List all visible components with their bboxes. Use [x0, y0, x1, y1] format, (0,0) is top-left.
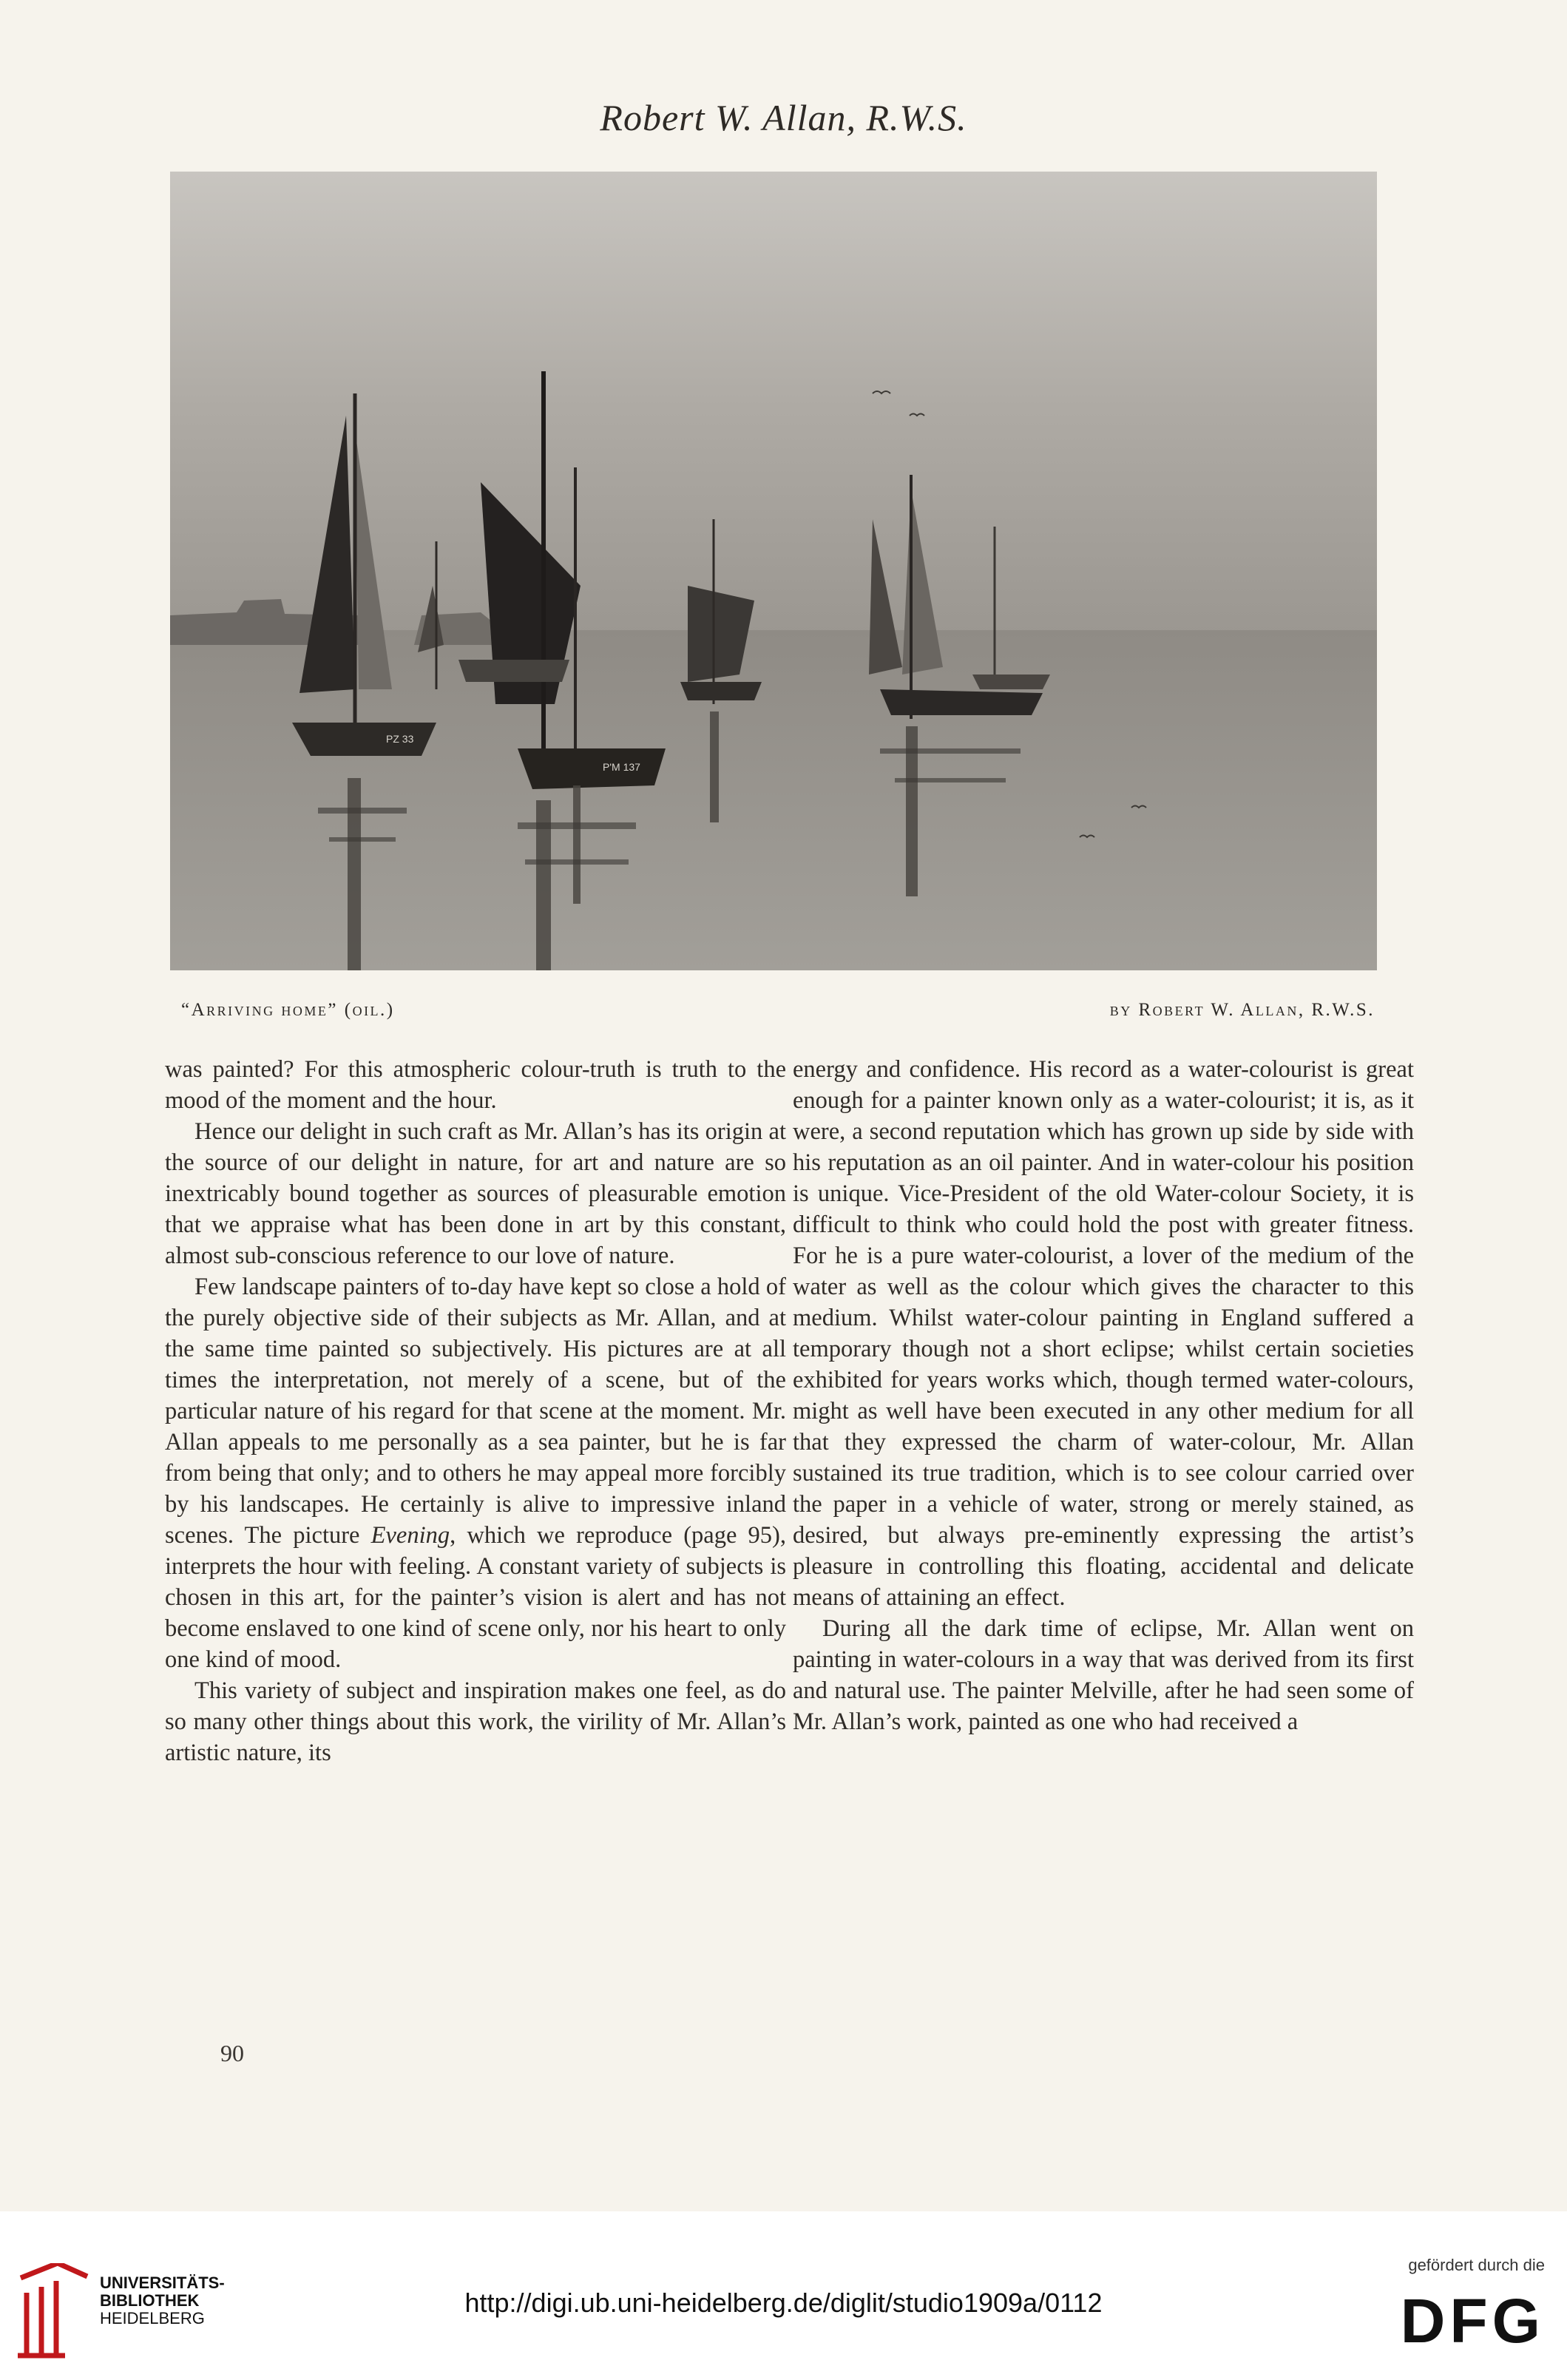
page-number: 90 — [220, 2040, 244, 2066]
painting-title-evening: Evening — [370, 1522, 450, 1549]
painting-arriving-home — [170, 172, 1377, 970]
source-url-link[interactable]: http://digi.ub.uni-heidelberg.de/diglit/studio1909a/0112 — [464, 2288, 1103, 2318]
paragraph — [165, 1271, 786, 1675]
plate-caption-title: “Arriving home” (oil.) — [181, 1000, 395, 1020]
paragraph: Hence our delight in such craft as Mr. Allan’s has its origin at the source of our delight in nature, for art and nature are so inextricably bound together as sources of pleasurable emotion that we appraise what has been done in art by this constant, almost sub-conscious reference to our love of nature. — [165, 1118, 786, 1269]
paragraph: During all the dark time of eclipse, Mr. Allan went on painting in water-colours in a way that was derived from its first and natural use. The painter Melville, after he had seen some of Mr. Allan’s work, painted as one who had received a — [793, 1615, 1414, 1735]
plate-caption-artist: by Robert W. Allan, R.W.S. — [1109, 1000, 1375, 1020]
paragraph: This variety of subject and inspiration makes one feel, as do so many other things about this work, the virility of Mr. Allan’s artistic nature, its — [165, 1677, 786, 1766]
boat-marking-2: P'M 137 — [603, 761, 640, 773]
text-column-left — [165, 1054, 786, 1768]
boat-marking-1: PZ 33 — [386, 733, 414, 745]
paragraph-text: , which we reproduce (page 95), interprets the hour with feeling. A constant variety of subjects is chosen in this art, for the painter’s vision is alert and has not become enslaved to one kind of scene only, nor his heart to only one kind of mood. — [165, 1522, 786, 1673]
digitization-footer — [0, 2211, 1567, 2380]
text-column-right — [793, 1054, 1414, 1737]
painting-plate — [170, 172, 1377, 970]
funded-by-label: gefördert durch die — [1408, 2256, 1545, 2274]
running-head: Robert W. Allan, R.W.S. — [600, 97, 967, 138]
library-name: UNIVERSITÄTS- BIBLIOTHEK HEIDELBERG — [100, 2273, 225, 2327]
paragraph-text: Few landscape painters of to-day have kept so close a hold of the purely objective side of their subjects as Mr. Allan, and at the same time painted so subjectively. His pictures are at all times the interpretation, not merely of a scene, but of the particular nature of his regard for that scene at the moment. Mr. Allan appeals to me personally as a sea painter, but he is far from being that only; and to others he may appeal more forcibly by his landscapes. He certainly is alive to impressive inland scenes. The picture — [165, 1274, 786, 1549]
paragraph: energy and confidence. His record as a water-colourist is great enough for a painter known only as a water-colourist; it is, as it were, a second reputation which has grown up side by side with his reputation as an oil painter. And in water-colour his position is unique. Vice-President of the old Water-colour Society, it is difficult to think who could hold the post with greater fitness. For he is a pure water-colourist, a lover of the medium of the water as well as the colour which gives the character to this medium. Whilst water-colour painting in England suffered a temporary though not a short eclipse; whilst certain societies exhibited for years works which, though termed water-colours, might as well have been executed in any other medium for all that they expressed the charm of water-colour, Mr. Allan sustained its true tradition, which is to see colour carried over the paper in a vehicle of water, strong or merely stained, as desired, but always pre-eminently expressing the artist’s pleasure in controlling this floating, accidental and delicate means of attaining an effect. — [793, 1056, 1414, 1611]
dfg-logo: DFG — [1400, 2286, 1545, 2356]
paragraph: was painted? For this atmospheric colour-truth is truth to the mood of the moment and the hour. — [165, 1056, 786, 1114]
